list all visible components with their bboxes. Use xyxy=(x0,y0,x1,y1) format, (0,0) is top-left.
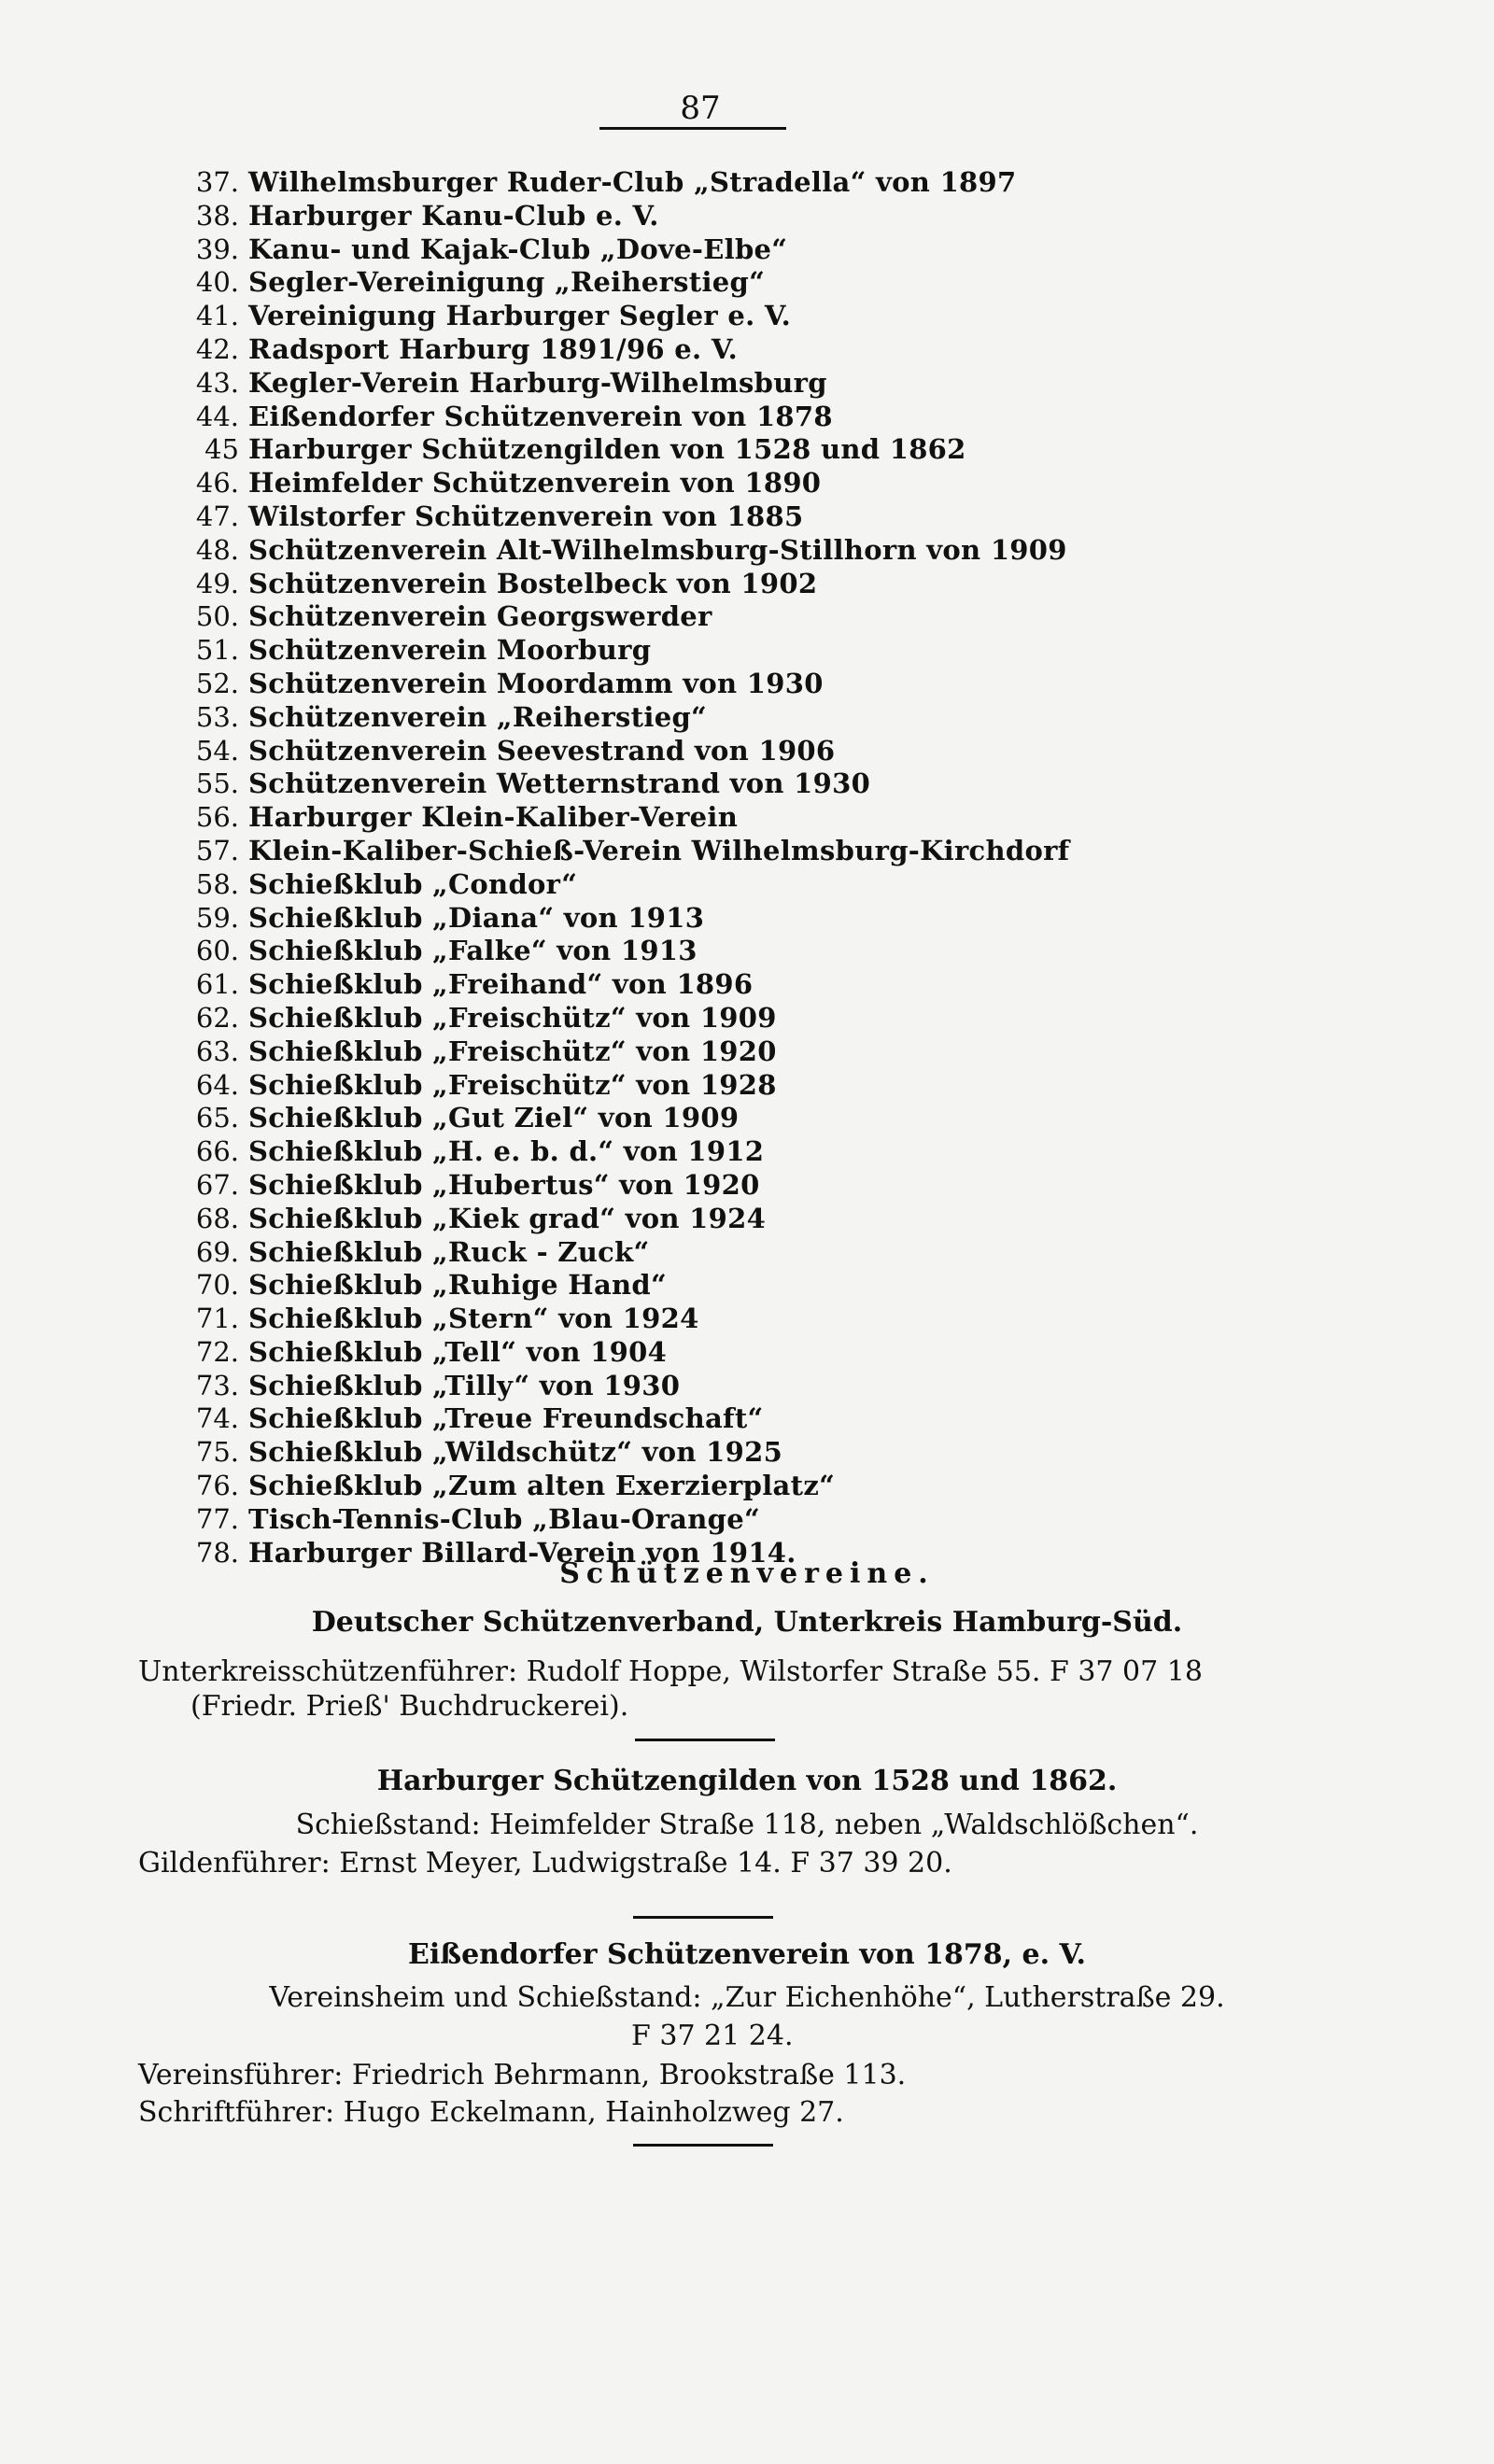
list-item xyxy=(187,1302,1354,1336)
list-item-name: Schützenverein Moorburg xyxy=(248,634,652,667)
list-item-name: Schützenverein Georgswerder xyxy=(248,600,712,633)
list-item-number: 70. xyxy=(195,1269,239,1302)
association-leader-note: (Friedr. Prieß' Buchdruckerei). xyxy=(190,1690,629,1723)
list-item xyxy=(187,801,1354,835)
list-item xyxy=(187,1135,1354,1169)
list-item-number: 74. xyxy=(195,1402,239,1435)
list-item-name: Klein-Kaliber-Schieß-Verein Wilhelmsburg-Kirchdorf xyxy=(248,834,1070,866)
list-item-number: 51. xyxy=(195,634,239,667)
list-item-name: Schießklub „Condor“ xyxy=(248,867,578,900)
gilden-leader: Gildenführer: Ernst Meyer, Ludwigstraße 14. F 37 39 20. xyxy=(138,1847,952,1880)
list-item-number: 47. xyxy=(195,500,239,532)
list-item xyxy=(187,1402,1354,1436)
list-item xyxy=(187,1269,1354,1302)
list-item-number: 58. xyxy=(195,867,239,900)
list-item-name: Schießklub „Ruhige Hand“ xyxy=(248,1269,667,1302)
gilden-title: Harburger Schützengilden von 1528 und 1862. xyxy=(376,1765,1118,1797)
list-item-name: Schießklub „Freischütz“ von 1909 xyxy=(248,1001,777,1034)
association-leader: Unterkreisschützenführer: Rudolf Hoppe, Wilstorfer Straße 55. F 37 07 18 xyxy=(138,1655,1203,1688)
list-item-number: 71. xyxy=(195,1302,239,1335)
association-title: Deutscher Schützenverband, Unterkreis Hamburg-Süd. xyxy=(311,1606,1183,1639)
list-item-number: 42. xyxy=(195,332,239,365)
list-item-number: 63. xyxy=(195,1035,239,1067)
list-item xyxy=(187,1203,1354,1236)
list-item-number: 61. xyxy=(195,968,239,1001)
list-item-name: Schießklub „Ruck - Zuck“ xyxy=(248,1235,650,1268)
list-item xyxy=(187,500,1354,534)
list-item-name: Schützenverein „Reiherstieg“ xyxy=(248,700,708,733)
list-item xyxy=(187,367,1354,401)
list-item-number: 40. xyxy=(195,266,239,299)
eissendorf-secretary: Schriftführer: Hugo Eckelmann, Hainholzweg 27. xyxy=(138,2096,844,2129)
list-item xyxy=(187,333,1354,367)
list-item-name: Harburger Billard-Verein von 1914. xyxy=(248,1536,796,1569)
list-item xyxy=(187,1035,1354,1069)
list-item-name: Schützenverein Bostelbeck von 1902 xyxy=(248,567,818,599)
list-item-name: Schießklub „Freihand“ von 1896 xyxy=(248,968,754,1001)
eissendorf-leader: Vereinsführer: Friedrich Behrmann, Brookstraße 113. xyxy=(138,2059,907,2091)
list-item-number: 54. xyxy=(195,734,239,767)
list-item-name: Schießklub „Freischütz“ von 1920 xyxy=(248,1035,777,1067)
page-number: 87 xyxy=(680,90,721,127)
list-item-name: Kanu- und Kajak-Club „Dove-Elbe“ xyxy=(248,232,788,265)
list-item-name: Eißendorfer Schützenverein von 1878 xyxy=(248,400,833,432)
list-item xyxy=(187,1236,1354,1270)
list-item xyxy=(187,835,1354,868)
list-item-number: 72. xyxy=(195,1335,239,1368)
list-item-name: Schießklub „Hubertus“ von 1920 xyxy=(248,1168,760,1201)
list-item-number: 48. xyxy=(195,533,239,566)
list-item-number: 68. xyxy=(195,1202,239,1234)
list-item-name: Vereinigung Harburger Segler e. V. xyxy=(248,300,792,332)
list-item-name: Schützenverein Wetternstrand von 1930 xyxy=(248,767,871,800)
list-item xyxy=(187,200,1354,233)
list-item xyxy=(187,600,1354,634)
list-item-number: 52. xyxy=(195,667,239,699)
list-item-number: 39. xyxy=(195,232,239,265)
list-item xyxy=(187,1436,1354,1470)
list-item-number: 46. xyxy=(195,467,239,500)
list-item-name: Harburger Schützengilden von 1528 und 1862 xyxy=(248,433,966,466)
list-item xyxy=(187,701,1354,735)
list-item xyxy=(187,534,1354,568)
list-item-number: 56. xyxy=(195,801,239,834)
list-item-name: Schießklub „Treue Freundschaft“ xyxy=(248,1402,764,1435)
list-item-name: Schützenverein Moordamm von 1930 xyxy=(248,667,824,699)
list-item-name: Schießklub „Stern“ von 1924 xyxy=(248,1302,699,1335)
list-item xyxy=(187,935,1354,968)
list-item-name: Schießklub „Diana“ von 1913 xyxy=(248,901,705,934)
list-item xyxy=(187,1370,1354,1403)
list-item-name: Tisch-Tennis-Club „Blau-Orange“ xyxy=(248,1502,760,1535)
section-title: Schützenvereine. xyxy=(559,1557,935,1590)
list-item-name: Wilstorfer Schützenverein von 1885 xyxy=(248,500,804,532)
list-item-name: Harburger Klein-Kaliber-Verein xyxy=(248,801,739,834)
list-item-number: 43. xyxy=(195,366,239,399)
list-item xyxy=(187,1503,1354,1537)
list-item-number: 60. xyxy=(195,935,239,967)
list-item-number: 53. xyxy=(195,700,239,733)
list-item-number: 55. xyxy=(195,767,239,800)
list-item xyxy=(187,233,1354,267)
list-item-name: Radsport Harburg 1891/96 e. V. xyxy=(248,332,738,365)
eissendorf-title: Eißendorfer Schützenverein von 1878, e. V. xyxy=(408,1938,1086,1971)
list-item xyxy=(187,1336,1354,1370)
list-item xyxy=(187,1102,1354,1135)
eissendorf-phone: F 37 21 24. xyxy=(631,2020,794,2052)
list-item xyxy=(187,1002,1354,1035)
list-item-name: Schützenverein Seevestrand von 1906 xyxy=(248,734,836,767)
divider-3 xyxy=(633,2144,773,2147)
list-item-number: 45 xyxy=(204,433,239,466)
list-item-number: 76. xyxy=(195,1470,239,1502)
list-item-name: Kegler-Verein Harburg-Wilhelmsburg xyxy=(248,366,827,399)
list-item xyxy=(187,467,1354,500)
list-item-number: 78. xyxy=(195,1536,239,1569)
list-item-number: 69. xyxy=(195,1235,239,1268)
list-item-number: 64. xyxy=(195,1068,239,1101)
list-item xyxy=(187,767,1354,801)
list-item-name: Schießklub „Kiek grad“ von 1924 xyxy=(248,1202,767,1234)
list-item-number: 44. xyxy=(195,400,239,432)
list-item-number: 49. xyxy=(195,567,239,599)
list-item xyxy=(187,1169,1354,1203)
list-item-name: Schießklub „Falke“ von 1913 xyxy=(248,935,698,967)
list-item-number: 59. xyxy=(195,901,239,934)
list-item-number: 67. xyxy=(195,1168,239,1201)
list-item-number: 65. xyxy=(195,1102,239,1134)
list-item xyxy=(187,433,1354,467)
divider-1 xyxy=(635,1739,775,1741)
list-item-number: 50. xyxy=(195,600,239,633)
list-item-name: Wilhelmsburger Ruder-Club „Stradella“ von 1897 xyxy=(248,166,1017,198)
list-item xyxy=(187,401,1354,434)
list-item-name: Schießklub „Tilly“ von 1930 xyxy=(248,1369,681,1401)
list-item xyxy=(187,634,1354,668)
list-item xyxy=(187,968,1354,1002)
list-item-name: Schießklub „Wildschütz“ von 1925 xyxy=(248,1436,783,1469)
list-item xyxy=(187,1470,1354,1503)
list-item-name: Schießklub „Freischütz“ von 1928 xyxy=(248,1068,777,1101)
list-item xyxy=(187,1069,1354,1103)
list-item-number: 57. xyxy=(195,834,239,866)
list-item-name: Schießklub „H. e. b. d.“ von 1912 xyxy=(248,1135,765,1168)
list-item-number: 66. xyxy=(195,1135,239,1168)
list-item xyxy=(187,266,1354,300)
list-item-number: 75. xyxy=(195,1436,239,1469)
list-item xyxy=(187,300,1354,333)
list-item-number: 38. xyxy=(195,199,239,232)
list-item xyxy=(187,668,1354,701)
list-item-name: Heimfelder Schützenverein von 1890 xyxy=(248,467,822,500)
list-item-name: Schießklub „Tell“ von 1904 xyxy=(248,1335,668,1368)
eissendorf-home: Vereinsheim und Schießstand: „Zur Eichenhöhe“, Lutherstraße 29. xyxy=(269,1981,1225,2014)
list-item-name: Harburger Kanu-Club e. V. xyxy=(248,199,659,232)
list-item-name: Schießklub „Zum alten Exerzierplatz“ xyxy=(248,1470,836,1502)
header-rule xyxy=(599,127,786,130)
list-item xyxy=(187,568,1354,601)
list-item xyxy=(187,735,1354,768)
list-item-number: 41. xyxy=(195,300,239,332)
divider-2 xyxy=(633,1916,773,1919)
list-item-number: 73. xyxy=(195,1369,239,1401)
list-item-name: Schützenverein Alt-Wilhelmsburg-Stillhorn von 1909 xyxy=(248,533,1067,566)
list-item-number: 37. xyxy=(195,166,239,198)
gilden-range: Schießstand: Heimfelder Straße 118, neben „Waldschlößchen“. xyxy=(295,1809,1199,1841)
list-item-number: 77. xyxy=(195,1502,239,1535)
list-item xyxy=(187,166,1354,200)
list-item-number: 62. xyxy=(195,1001,239,1034)
club-list xyxy=(187,166,1354,1570)
list-item-name: Schießklub „Gut Ziel“ von 1909 xyxy=(248,1102,740,1134)
list-item-name: Segler-Vereinigung „Reiherstieg“ xyxy=(248,266,766,299)
list-item xyxy=(187,868,1354,902)
list-item xyxy=(187,902,1354,936)
